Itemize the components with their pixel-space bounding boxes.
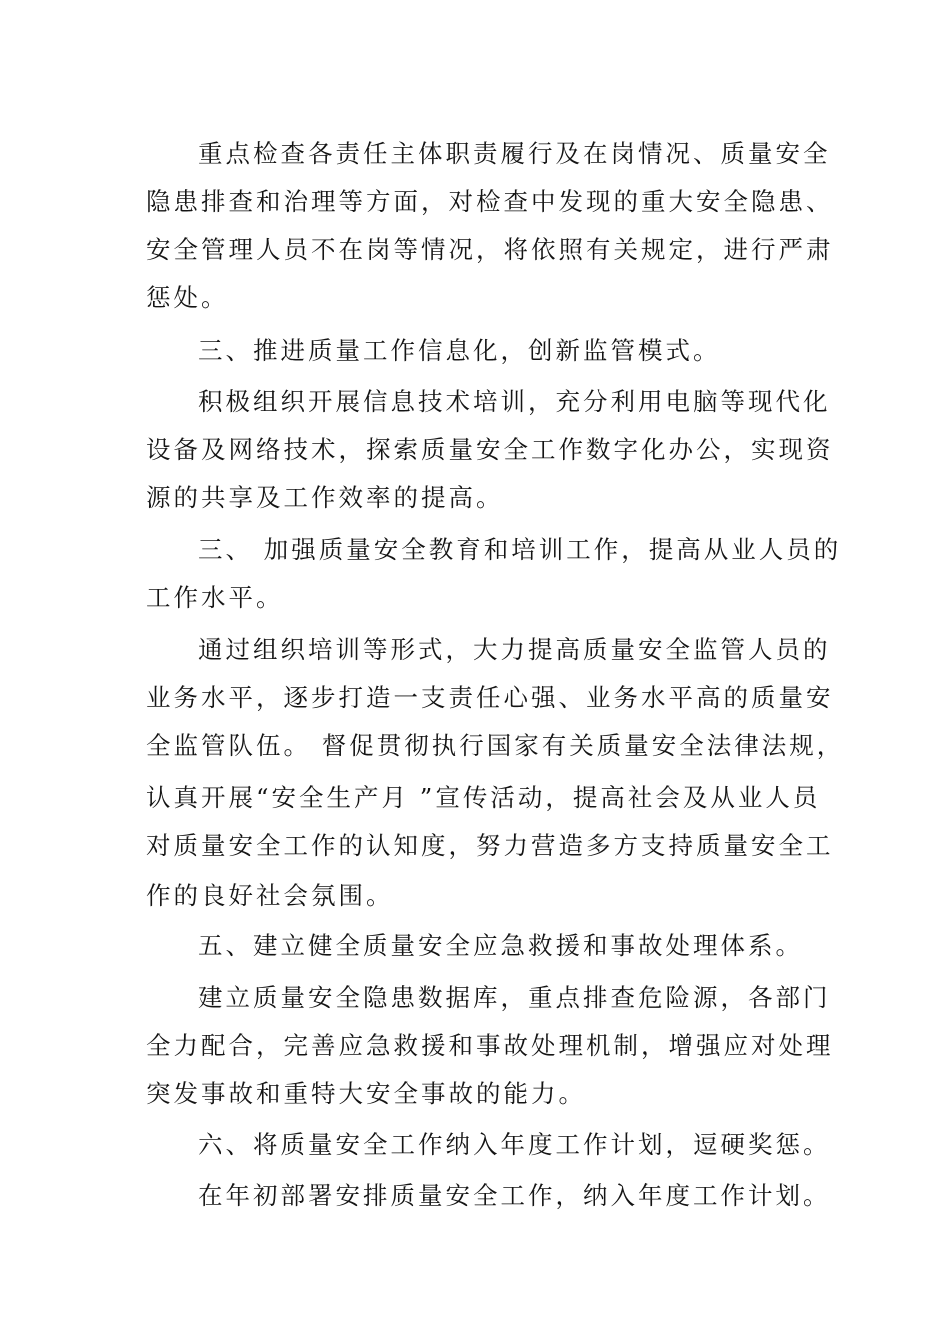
body-line: 源的共享及工作效率的提高。 bbox=[146, 483, 504, 512]
body-line: 隐患排查和治理等方面，对检查中发现的重大安全隐患、 bbox=[146, 187, 834, 216]
body-line: 安全管理人员不在岗等情况，将依照有关规定，进行严肃 bbox=[146, 235, 834, 264]
body-line: 全监管队伍。 督促贯彻执行国家有关质量安全法律法规， bbox=[146, 731, 845, 760]
section-heading: 六、将质量安全工作纳入年度工作计划，逗硬奖惩。 bbox=[198, 1130, 831, 1159]
body-line: 突发事故和重特大安全事故的能力。 bbox=[146, 1079, 586, 1108]
section-heading: 三、推进质量工作信息化，创新监管模式。 bbox=[198, 336, 721, 365]
body-line: 作的良好社会氛围。 bbox=[146, 881, 394, 910]
body-line: 建立质量安全隐患数据库，重点排查危险源，各部门 bbox=[198, 983, 831, 1012]
section-heading-continued: 工作水平。 bbox=[146, 583, 284, 612]
body-line: 积极组织开展信息技术培训，充分利用电脑等现代化 bbox=[198, 387, 831, 416]
body-line: 设备及网络技术，探索质量安全工作数字化办公，实现资 bbox=[146, 435, 834, 464]
section-heading: 五、建立健全质量安全应急救援和事故处理体系。 bbox=[198, 931, 803, 960]
body-line: 对质量安全工作的认知度，努力营造多方支持质量安全工 bbox=[146, 831, 834, 860]
body-line: 惩处。 bbox=[146, 283, 229, 312]
section-heading: 三、 加强质量安全教育和培训工作，提高从业人员的 bbox=[198, 535, 842, 564]
body-line: 认真开展“安全生产月 ”宣传活动，提高社会及从业人员 bbox=[146, 783, 821, 812]
body-line: 在年初部署安排质量安全工作，纳入年度工作计划。 bbox=[198, 1181, 831, 1210]
body-line: 通过组织培训等形式，大力提高质量安全监管人员的 bbox=[198, 635, 831, 664]
body-line: 重点检查各责任主体职责履行及在岗情况、质量安全 bbox=[198, 139, 831, 168]
body-line: 业务水平，逐步打造一支责任心强、业务水平高的质量安 bbox=[146, 683, 834, 712]
body-line: 全力配合，完善应急救援和事故处理机制，增强应对处理 bbox=[146, 1031, 834, 1060]
